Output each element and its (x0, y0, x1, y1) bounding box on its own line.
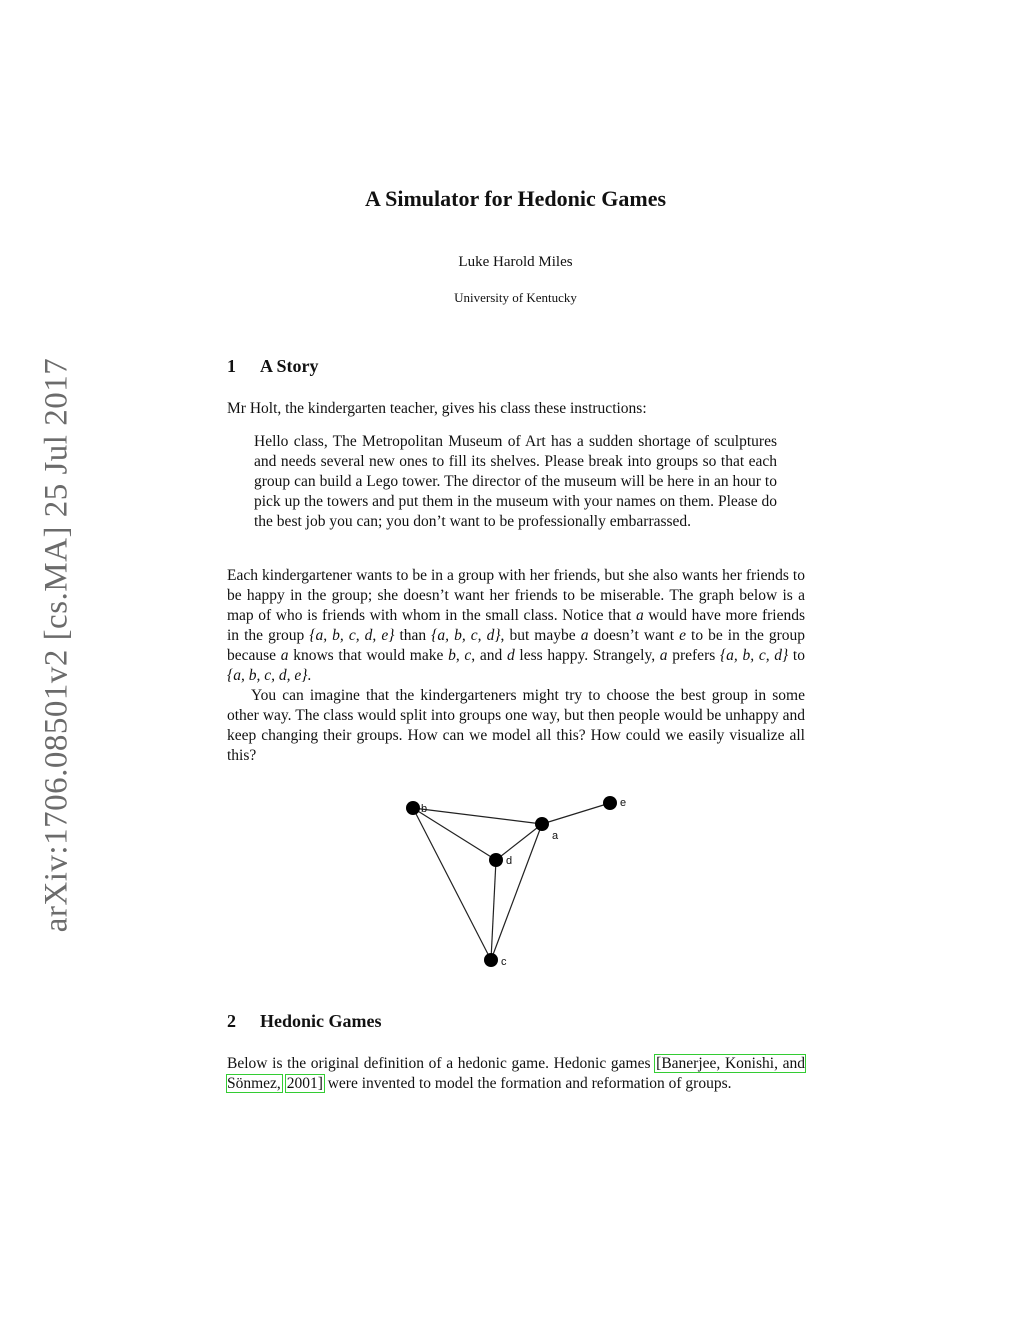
citation-text: Konishi, and Sönmez, (227, 1055, 806, 1092)
math-variable: d (506, 647, 515, 664)
graph-nodes (406, 796, 626, 968)
text-run: knows that would make (288, 647, 449, 664)
section-1-title: A Story (260, 356, 319, 376)
teacher-quote: Hello class, The Metropolitan Museum of Art has a sudden shortage of sculptures and needs several new ones to fill its shelves. Please break into groups so that each group can build a Lego tower. The director of the museum will be here in an hour to pick up the towers and put them in the museum with your names on them. Please do the best job you can; you don’t want to be professionally embarrassed. (254, 433, 777, 530)
graph-node-a (535, 817, 549, 831)
section-2-paragraph (227, 1054, 805, 1094)
section-1-number: 1 (227, 356, 236, 376)
math-variable: a (635, 607, 644, 624)
arxiv-identifier-stamp: arXiv:1706.08501v2 [cs.MA] 25 Jul 2017 (38, 357, 75, 933)
text-run: less happy. Strangely, (514, 647, 660, 664)
citation-link-year[interactable]: 2001] (286, 1075, 323, 1092)
section-2-heading (227, 1011, 382, 1032)
section-2-number: 2 (227, 1011, 236, 1031)
graph-node-b (406, 801, 420, 815)
text-run: . (307, 667, 312, 684)
math-variable: e (679, 627, 686, 644)
graph-edge-b-d (413, 808, 496, 860)
text-run: to (788, 647, 805, 664)
graph-node-label-a: a (552, 830, 559, 842)
graph-node-label-b: b (421, 803, 428, 815)
text-run: would have more friends in the group (227, 607, 805, 644)
friendship-graph (380, 785, 660, 975)
graph-node-c (484, 953, 498, 967)
graph-edge-b-a (413, 808, 542, 824)
graph-node-label-e: e (620, 797, 627, 809)
math-set: {a, b, c, d} (719, 647, 789, 664)
math-variable: a (580, 627, 589, 644)
author-name: Luke Harold Miles (458, 254, 573, 270)
math-set: {a, b, c, d} (431, 627, 501, 644)
graph-node-label-c: c (501, 956, 507, 968)
section-1-intro: Mr Holt, the kindergarten teacher, gives his class these instructions: (227, 400, 647, 417)
text-run: doesn’t want (588, 627, 680, 644)
text-run: , but maybe (500, 627, 581, 644)
text-run: than (394, 627, 432, 644)
section-1-paragraph-1 (227, 566, 805, 686)
graph-edge-a-e (542, 803, 610, 824)
math-set: {a, b, c, d, e} (227, 667, 308, 684)
graph-edge-b-c (413, 808, 491, 960)
section-1-heading (227, 356, 319, 377)
paper-title: A Simulator for Hedonic Games (364, 186, 667, 211)
math-variable: a (659, 647, 668, 664)
math-set: {a, b, c, d, e} (309, 627, 395, 644)
text-run: were invented to model the formation and reformation of groups. (323, 1075, 732, 1092)
text-run: , and (471, 647, 507, 664)
text-run: to be in the group because (227, 627, 806, 664)
section-1-paragraph-2: You can imagine that the kindergarteners might try to choose the best group in some other way. The class would split into groups one way, but then people would be unhappy and keep changing their groups. How can we model all this? How could we easily visualize all this? (227, 687, 805, 764)
text-run: prefers (667, 647, 720, 664)
math-variable: a (280, 647, 289, 664)
text-run: , (455, 647, 465, 664)
graph-node-d (489, 853, 503, 867)
author-affiliation: University of Kentucky (454, 290, 577, 305)
text-run: Each kindergartener wants to be in a group with her friends, but she also wants her friends to be happy in the group; she doesn’t want her friends to be miserable. The graph below is a map of who is friends with whom in the small class. Notice that (227, 567, 805, 624)
text-run: Below is the original definition of a hedonic game. Hedonic games (227, 1055, 656, 1072)
math-variable: c (464, 647, 472, 664)
section-2-title: Hedonic Games (260, 1011, 382, 1031)
citation-text: [Banerjee, (656, 1055, 721, 1072)
graph-node-e (603, 796, 617, 810)
graph-edge-d-c (491, 860, 496, 960)
graph-node-label-d: d (506, 855, 513, 867)
graph-edges (413, 803, 610, 960)
math-variable: b (448, 647, 456, 664)
